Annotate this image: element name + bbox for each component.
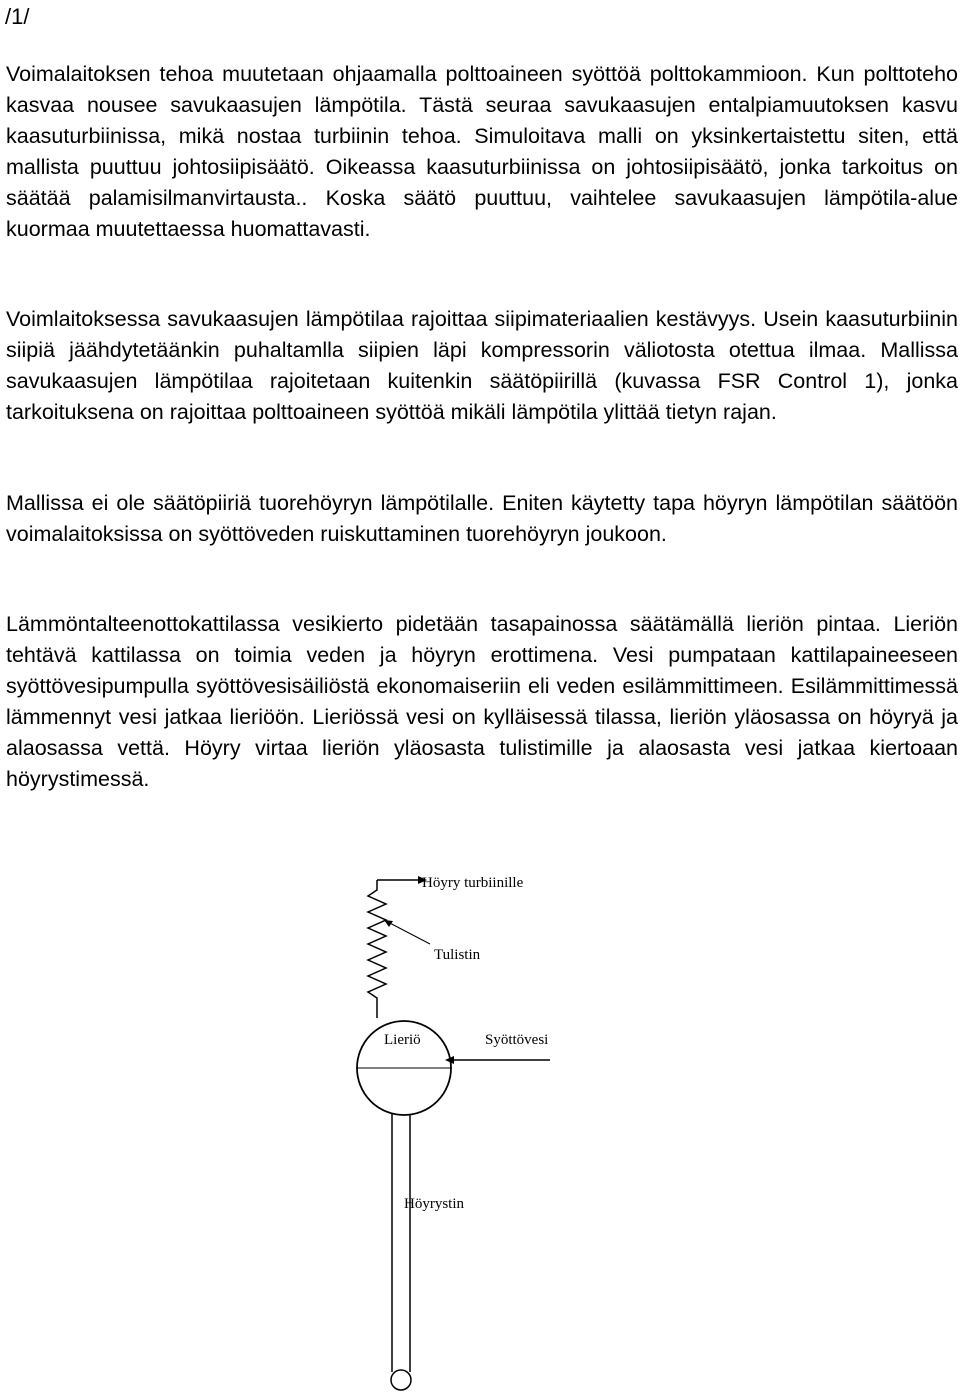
- paragraph-steam-temperature: Mallissa ei ole säätöpiiriä tuorehöyryn lämpötilalle. Eniten käytetty tapa höyryn lämpötilan säätöön voimalaitoksissa on syöttöveden ruiskuttaminen tuorehöyryn joukoon.: [6, 491, 958, 546]
- superheater-coil: [368, 880, 386, 1010]
- label-drum: Lieriö: [384, 1032, 421, 1048]
- label-steam-to-turbine: Höyry turbiinille: [422, 875, 524, 891]
- page-reference: /1/: [5, 4, 30, 29]
- label-evaporator: Höyrystin: [404, 1196, 464, 1212]
- boiler-drum-diagram: [330, 860, 590, 1398]
- paragraph-drum-circulation: Lämmöntalteenottokattilassa vesikierto pidetään tasapainossa säätämällä lieriön pintaa. Lieriön tehtävä kattilassa on toimia veden ja höyryn erottimena. Vesi pumpataan kattilapaineeseen syöttövesipumpulla syöttövesisäiliöstä ekonomaiseriin eli veden esilämmittimeen. Esilämmittimessä lämmennyt vesi jatkaa lieriöön. Lieriössä vesi on kylläisessä tilassa, lieriön yläosassa on höyryä ja alaosassa vettä. Höyry virtaa lieriön yläosasta tulistimille ja alaosasta vesi jatkaa kiertoaan höyrystimessä.: [6, 612, 958, 791]
- circulation-pump: [391, 1370, 411, 1390]
- paragraph-temperature-limit: Voimlaitoksessa savukaasujen lämpötilaa rajoittaa siipimateriaalien kestävyys. Usein kaasuturbiinin siipiä jäähdytetäänkin puhaltamlla siipien läpi kompressorin väliotosta otettua ilmaa. Mallissa savukaasujen lämpötilaa rajoitetaan kuitenkin säätöpiirillä (kuvassa FSR Control 1), jonka tarkoituksena on rajoittaa polttoaineen syöttöä mikäli lämpötila ylittää tietyn rajan.: [6, 307, 958, 424]
- label-feedwater: Syöttövesi: [485, 1032, 549, 1048]
- label-superheater: Tulistin: [434, 947, 481, 963]
- paragraph-power-control: Voimalaitoksen tehoa muutetaan ohjaamalla polttoaineen syöttöä polttokammioon. Kun polttoteho kasvaa nousee savukaasujen lämpötila. Tästä seuraa savukaasujen entalpiamuutoksen kasvu kaasuturbiinissa, mikä nostaa turbiinin tehoa. Simuloitava malli on yksinkertaistettu siten, että mallista puuttuu johtosiipisäätö. Oikeassa kaasuturbiinissa on johtosiipisäätö, jonka tarkoitus on säätää palamisilmanvirtausta.. Koska säätö puuttuu, vaihtelee savukaasujen lämpötila-alue kuormaa muutettaessa huomattavasti.: [6, 62, 958, 241]
